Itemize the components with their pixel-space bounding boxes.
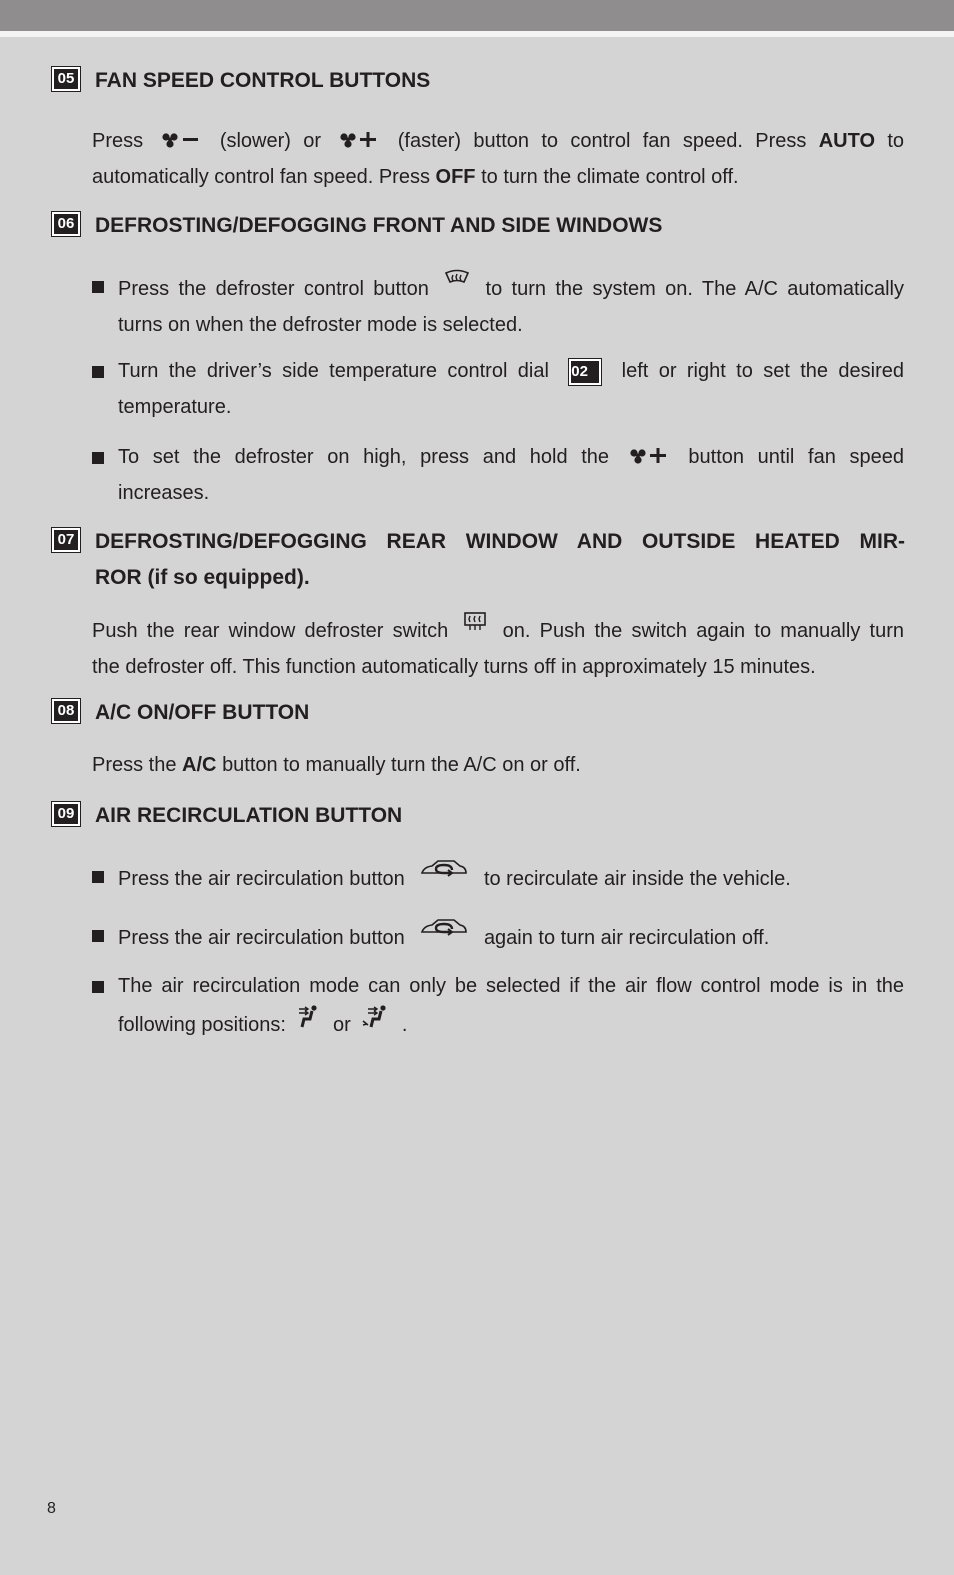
section-title: FAN SPEED CONTROL BUTTONS [95, 69, 431, 92]
top-divider [0, 31, 954, 37]
fan-plus-icon [339, 132, 379, 152]
section-number-badge: 06 [52, 212, 80, 236]
section-title: DEFROSTING/DEFOGGING FRONT AND SIDE WINDOWS [95, 214, 663, 237]
vent-mode-icon [297, 1005, 321, 1029]
fan-plus-icon [629, 448, 669, 468]
rear-defroster-icon [463, 611, 487, 633]
section-07-paragraph: Push the rear window defroster switch on. Push the switch again to manually turn the defroster off. This function automatically turns off in approximately 15 minutes. [92, 611, 904, 685]
dial-reference-badge: 02 [569, 359, 601, 385]
section-title: DEFROSTING/DEFOGGING REAR WINDOW AND OUTSIDE HEATED MIR- [95, 530, 905, 553]
section-title: A/C ON/OFF BUTTON [95, 701, 310, 724]
bullet-square [92, 366, 104, 378]
air-recirculation-icon [420, 918, 468, 940]
bullet-square [92, 930, 104, 942]
bi-level-mode-icon [362, 1005, 390, 1029]
page-number: 8 [47, 1500, 56, 1517]
front-defroster-icon [444, 269, 470, 291]
section-number-badge: 05 [52, 67, 80, 91]
paragraph-line: automatically control fan speed. Press OFF to turn the climate control off. [92, 165, 739, 188]
section-08-paragraph: Press the A/C button to manually turn the A/C on or off. [92, 754, 581, 776]
section-05-paragraph [92, 124, 904, 195]
section-number-badge: 07 [52, 528, 80, 552]
top-bar [0, 0, 954, 31]
bullet-square [92, 281, 104, 293]
air-recirculation-icon [420, 859, 468, 881]
section-number-badge: 09 [52, 802, 80, 826]
bullet-square [92, 871, 104, 883]
section-title: AIR RECIRCULATION BUTTON [95, 804, 403, 827]
section-number-badge: 08 [52, 699, 80, 723]
bullet-square [92, 981, 104, 993]
paragraph-line: Press (slower) or (faster) button to control fan speed. Press AUTO to [92, 130, 905, 152]
bullet-square [92, 452, 104, 464]
section-title-continued: ROR (if so equipped). [95, 566, 310, 589]
fan-minus-icon [161, 132, 201, 152]
